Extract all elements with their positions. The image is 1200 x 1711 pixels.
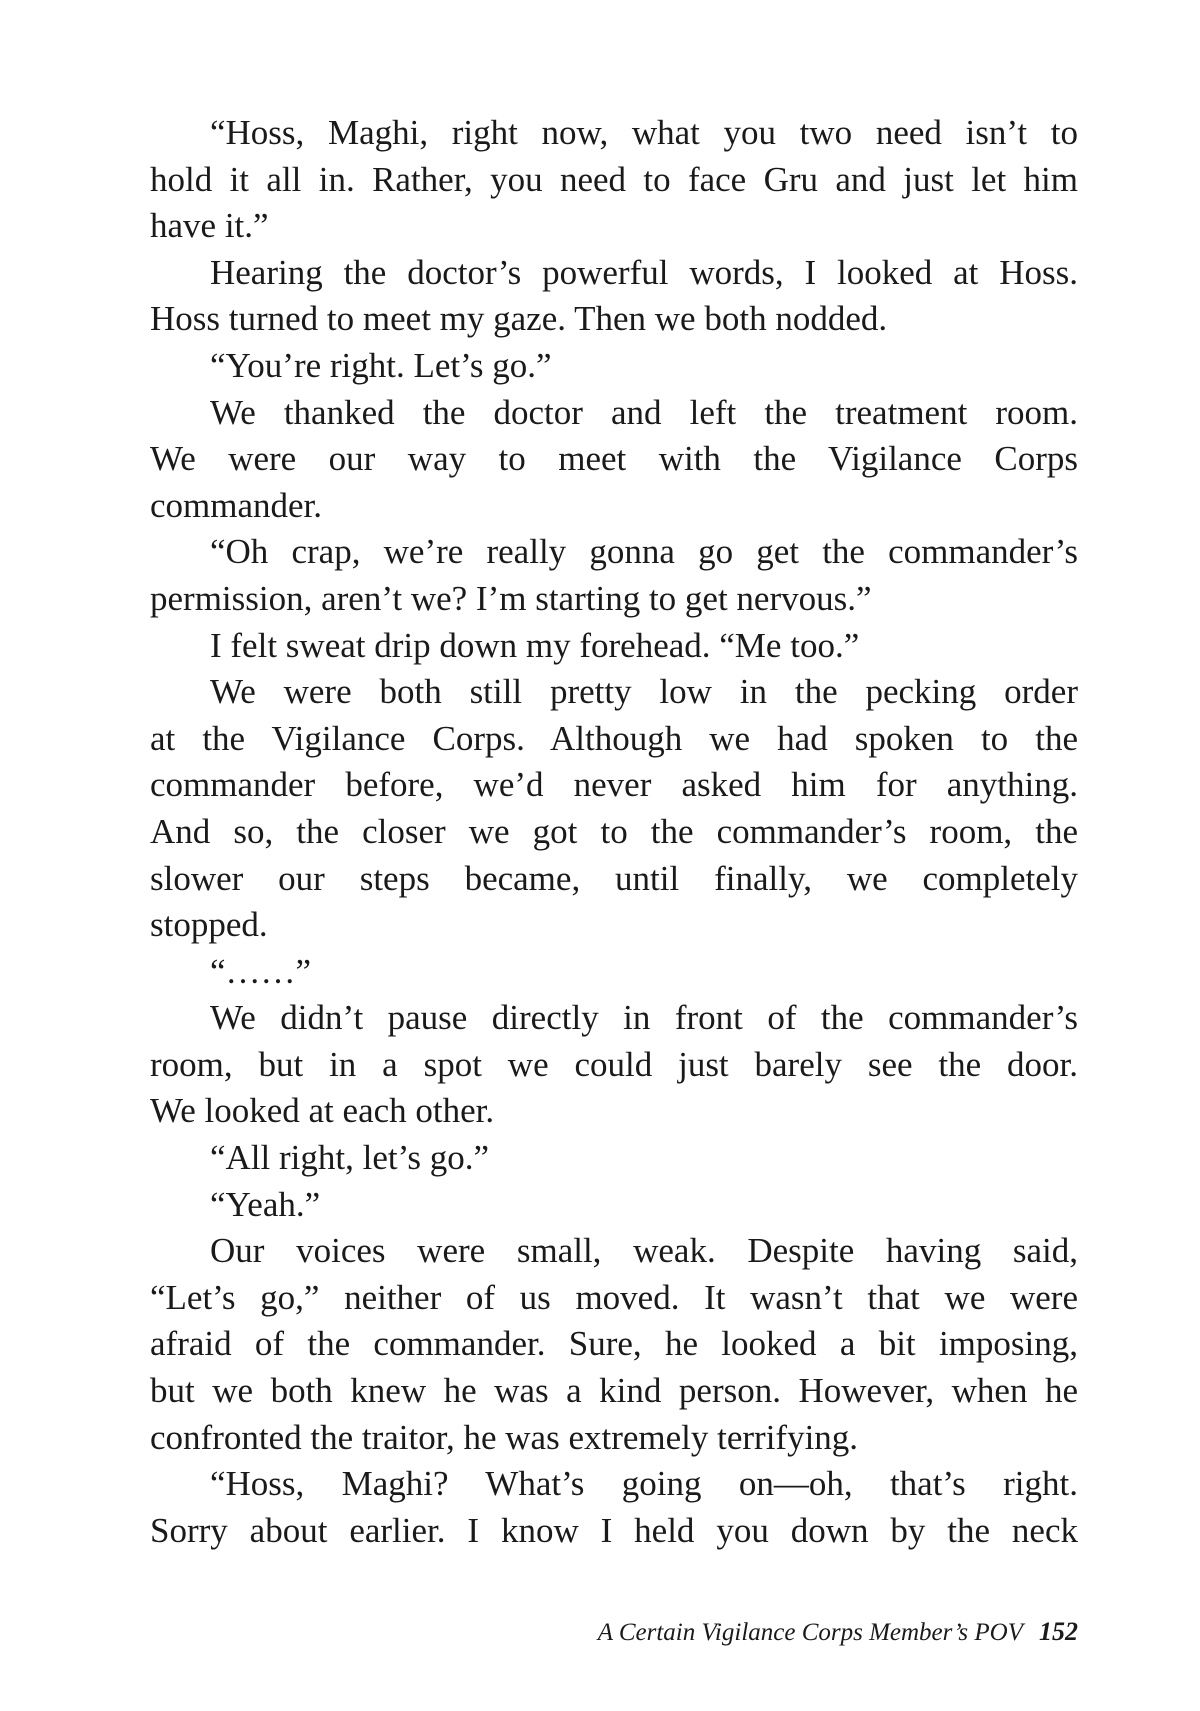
text-line: We were both still pretty low in the pecking order: [210, 672, 1078, 712]
text-line: hold it all in. Rather, you need to face Gru and just let him: [150, 159, 1078, 199]
text-line: Sorry about earlier. I know I held you down by the neck: [150, 1510, 1078, 1550]
text-line: “You’re right. Let’s go.”: [210, 345, 552, 385]
text-line: Hoss turned to meet my gaze. Then we both nodded.: [150, 299, 888, 339]
text-line: Hearing the doctor’s powerful words, I looked at Hoss.: [210, 252, 1078, 292]
text-line: “Yeah.”: [210, 1184, 321, 1224]
text-line: “All right, let’s go.”: [210, 1138, 489, 1178]
text-line: confronted the traitor, he was extremely terrifying.: [150, 1417, 859, 1457]
text-line: afraid of the commander. Sure, he looked a bit imposing,: [150, 1324, 1078, 1364]
text-line: And so, the closer we got to the commander’s room, the: [150, 811, 1078, 851]
body-text: [150, 110, 1078, 1554]
page-number: 152: [1039, 1617, 1078, 1646]
text-line: I felt sweat drip down my forehead. “Me too.”: [210, 625, 860, 665]
text-line: We didn’t pause directly in front of the commander’s: [210, 998, 1078, 1038]
text-line: commander.: [150, 485, 323, 525]
text-line: stopped.: [150, 905, 268, 945]
text-line: “……”: [210, 951, 312, 991]
text-line: but we both knew he was a kind person. However, when he: [150, 1371, 1078, 1411]
text-line: We were our way to meet with the Vigilance Corps: [150, 439, 1078, 479]
text-line: “Oh crap, we’re really gonna go get the commander’s: [210, 532, 1078, 572]
text-line: “Let’s go,” neither of us moved. It wasn’t that we were: [150, 1277, 1078, 1317]
running-title: A Certain Vigilance Corps Member’s POV: [597, 1619, 1023, 1646]
text-line: permission, aren’t we? I’m starting to get nervous.”: [150, 578, 872, 618]
text-line: We looked at each other.: [150, 1091, 495, 1131]
text-line: Our voices were small, weak. Despite having said,: [210, 1231, 1078, 1271]
text-line: at the Vigilance Corps. Although we had spoken to the: [150, 718, 1078, 758]
text-line: commander before, we’d never asked him for anything.: [150, 765, 1078, 805]
text-line: room, but in a spot we could just barely see the door.: [150, 1044, 1078, 1084]
text-line: have it.”: [150, 206, 269, 246]
page-footer: [598, 1612, 1078, 1653]
text-line: “Hoss, Maghi, right now, what you two need isn’t to: [210, 113, 1078, 152]
text-line: We thanked the doctor and left the treatment room.: [210, 392, 1078, 432]
text-line: slower our steps became, until finally, we completely: [150, 858, 1078, 898]
text-line: “Hoss, Maghi? What’s going on—oh, that’s right.: [210, 1464, 1078, 1504]
